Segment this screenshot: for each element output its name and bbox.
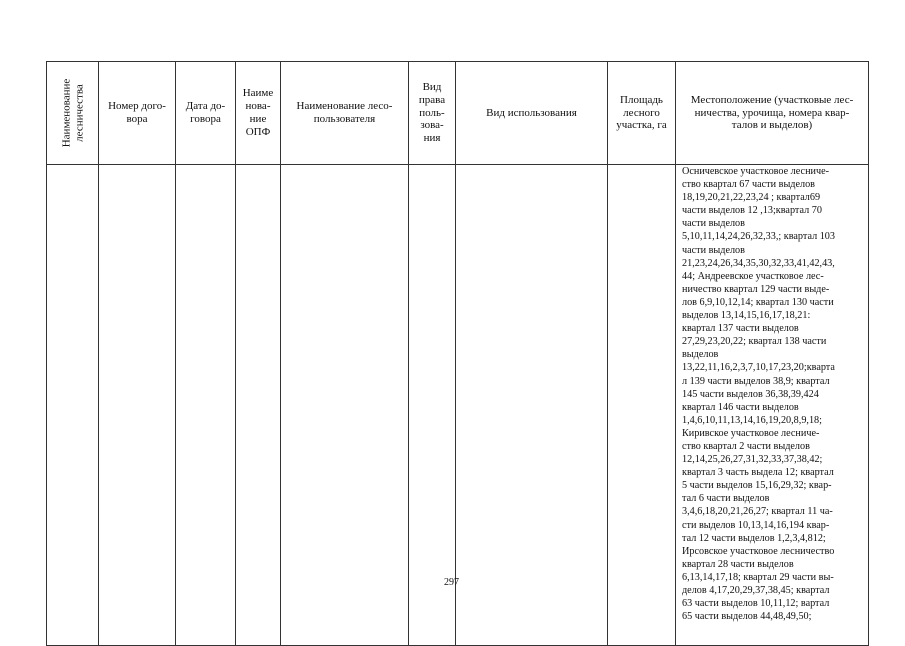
page-number: 297 [444, 577, 459, 588]
cell-right-type [409, 165, 456, 646]
cell-usage-type [456, 165, 608, 646]
cell-contract-number [99, 165, 176, 646]
cell-opf [236, 165, 281, 646]
header-contract-number: Номер дого- вора [99, 62, 176, 165]
cell-contract-date [176, 165, 236, 646]
header-contract-date: Дата до- говора [176, 62, 236, 165]
header-user-name: Наименование лесо- пользователя [281, 62, 409, 165]
cell-location: Осничевское участковое лесниче- ство квартал 67 части выделов 18,19,20,21,22,23,24 ; квартал69 части выделов 12 ,13;квартал 70 части выделов 5,10,11,14,24,26,32,33,; квартал 103 части выделов 21,23,24,26,34,35,30,32,33,41,42,43, 44; Андреевское участковое лес- ничество квартал 129 части выде- лов 6,9,10,12,14; квартал 130 части выделов 13,14,15,16,17,18,21: квартал 137 части выделов 27,29,23,20,22; квартал 138 части выделов 13,22,11,16,2,3,7,10,17,23,20;кварта л 139 части выделов 38,9; квартал 145 части выделов 36,38,39,424 квартал 146 части выделов 1,4,6,10,11,13,14,16,19,20,8,9,18; Киривское участковое лесниче- ство квартал 2 части выделов 12,14,25,26,27,31,32,33,37,38,42; квартал 3 часть выдела 12; квартал 5 части выделов 15,16,29,32; квар- тал 6 части выделов 3,4,6,18,20,21,26,27; квартал 11 ча- сти выделов 10,13,14,16,194 квар- тал 12 части выделов 1,2,3,4,812; Ирсовское участковое лесничество квартал 28 части выделов 6,13,14,17,18; квартал 29 части вы- делов 4,17,20,29,37,38,45; квартал 63 части выделов 10,11,12; вартал 65 части выделов 44,48,49,50; [676, 165, 869, 646]
header-opf: Наиме нова- ние ОПФ [236, 62, 281, 165]
header-forestry [47, 62, 99, 165]
forestry-register-table [46, 61, 869, 646]
header-area: Площадь лесного участка, га [608, 62, 676, 165]
cell-area [608, 165, 676, 646]
header-right-type: Вид права поль- зова- ния [409, 62, 456, 165]
table-header-row [47, 62, 869, 165]
header-usage-type: Вид использования [456, 62, 608, 165]
cell-user-name [281, 165, 409, 646]
cell-forestry [47, 165, 99, 646]
header-location: Местоположение (участковые лес- ничества, урочища, номера квар- талов и выделов) [676, 62, 869, 165]
header-forestry-label: Наименование лесничества [59, 78, 85, 148]
table-row [47, 165, 869, 646]
